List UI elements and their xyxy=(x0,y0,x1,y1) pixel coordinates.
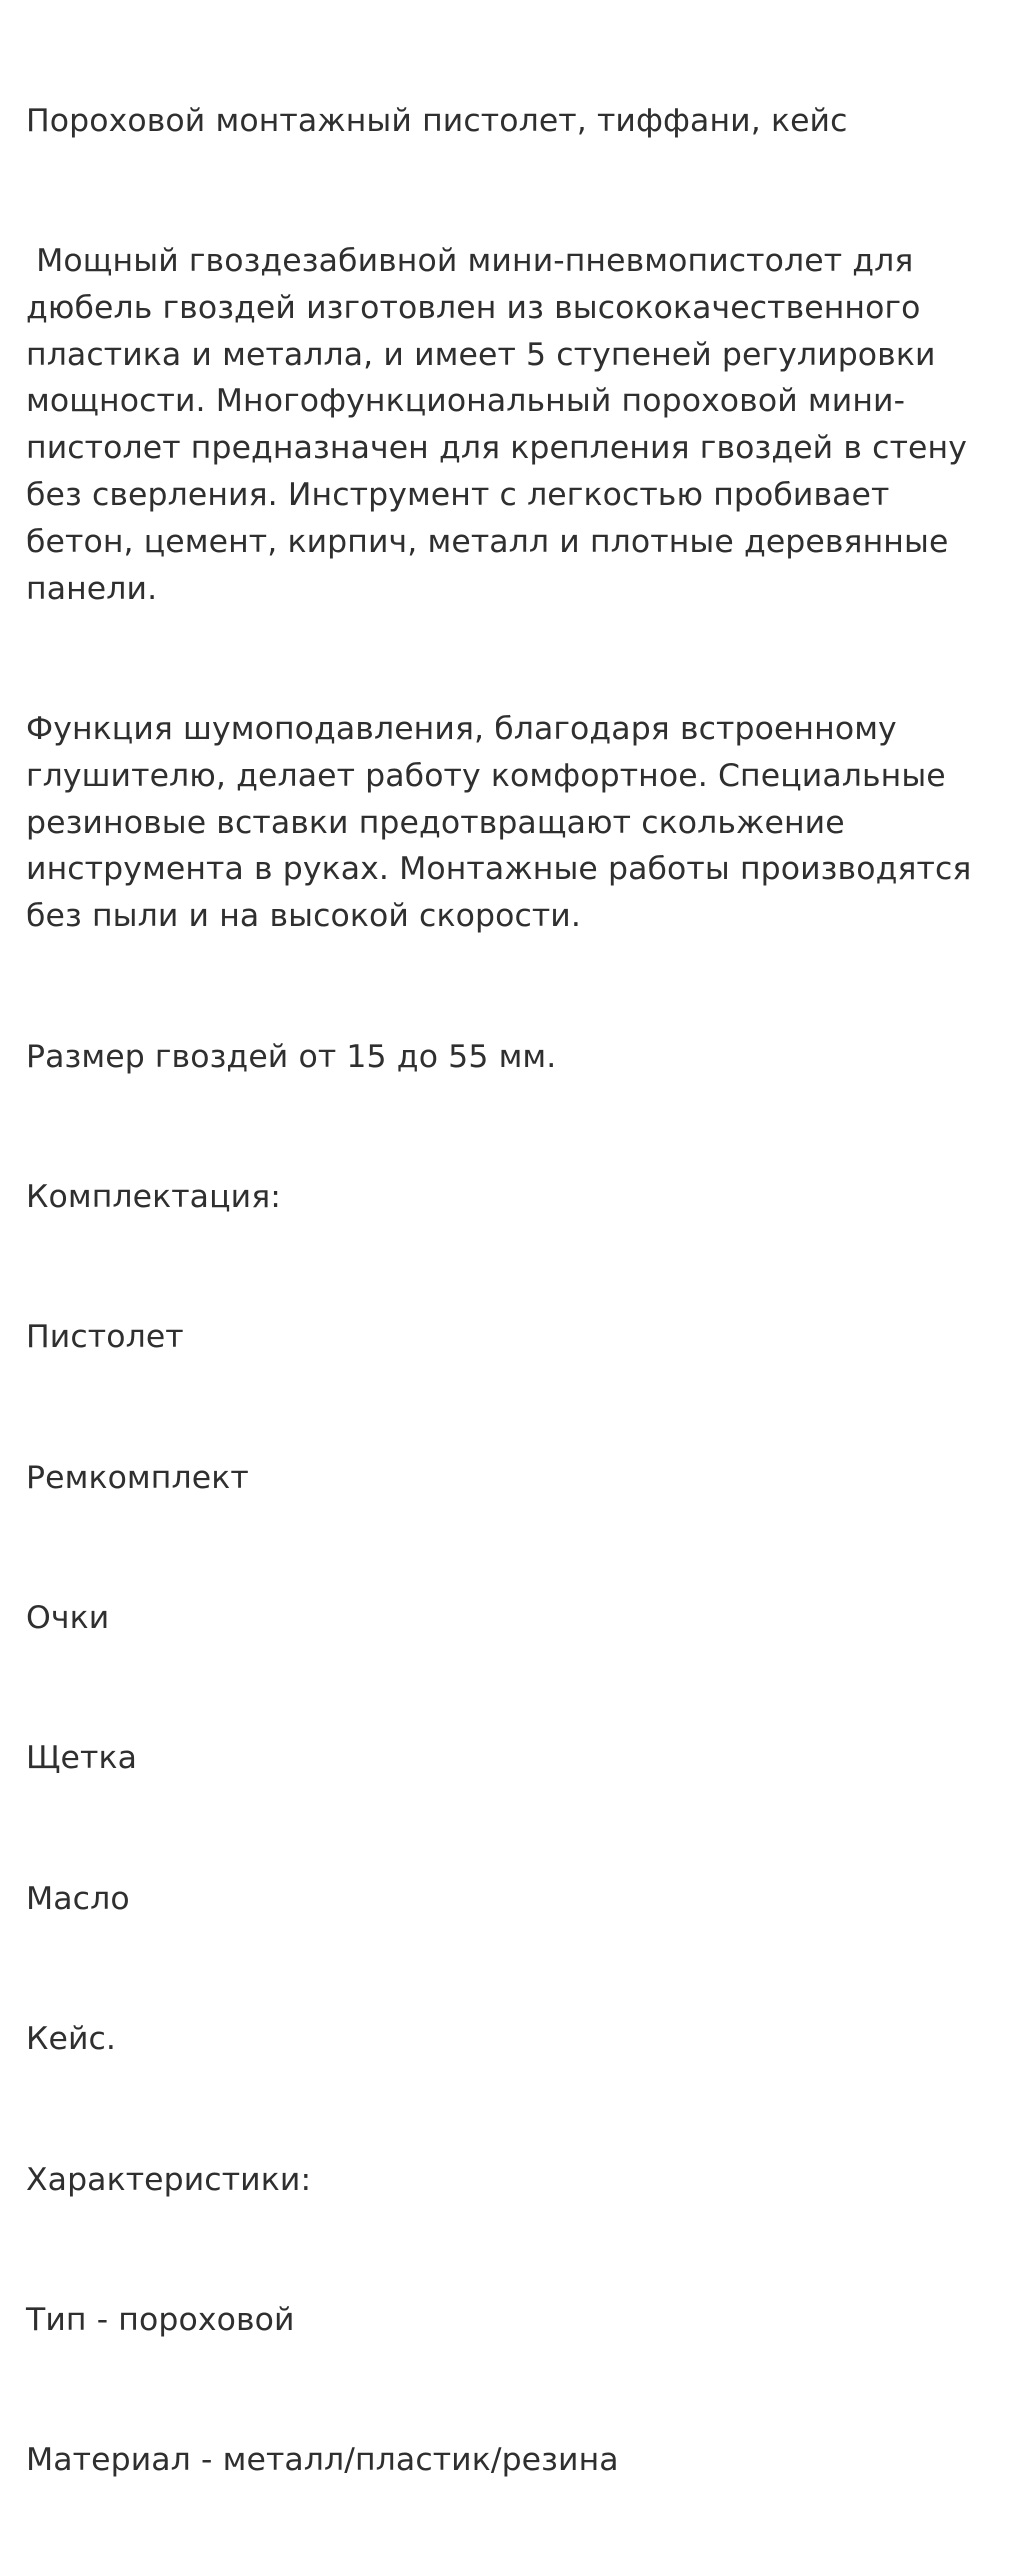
description-line: Функция шумоподавления, благодаря встроенному глушителю, делает работу комфортное. Специальные резиновые вставки предотвращают скольжение инструмента в руках. Монтажные работы производятся без пыли и на высокой скорости. xyxy=(26,710,982,935)
description-line: Пороховой монтажный пистолет, тиффани, кейс xyxy=(26,102,848,139)
description-line: Кейс. xyxy=(26,2021,117,2058)
description-line: Щетка xyxy=(26,1740,138,1777)
description-line: Размер гвоздей от 15 до 55 мм. xyxy=(26,1038,557,1075)
description-line: Материал - металл/пластик/резина xyxy=(26,2442,619,2479)
product-description-text xyxy=(26,4,995,2560)
description-line: Ремкомплект xyxy=(26,1459,249,1496)
description-line: Мощный гвоздезабивной мини-пневмопистолет для дюбель гвоздей изготовлен из высококачественного пластика и металла, и имеет 5 ступеней регулировки мощности. Многофункциональный пороховой мини-пистолет предназначен для крепления гвоздей в стену без сверления. Инструмент с легкостью пробивает бетон, цемент, кирпич, металл и плотные деревянные панели. xyxy=(26,242,978,607)
description-line: Очки xyxy=(26,1600,110,1637)
description-line: Масло xyxy=(26,1880,130,1917)
description-line: Тип - пороховой xyxy=(26,2302,295,2339)
description-line: Характеристики: xyxy=(26,2161,312,2198)
description-line: Комплектация: xyxy=(26,1178,281,1215)
description-line: Пистолет xyxy=(26,1319,184,1356)
